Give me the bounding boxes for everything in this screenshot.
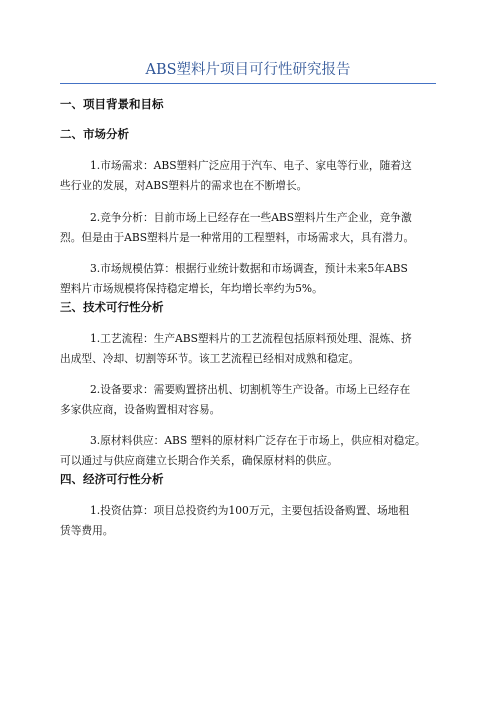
paragraph-process <box>60 329 450 369</box>
paragraph-line: 可以通过与供应商建立长期合作关系，确保原材料的供应。 <box>60 454 338 467</box>
paragraph-line: 3.原材料供应：ABS 塑料的原材料广泛存在于市场上，供应相对稳定。 <box>90 434 426 447</box>
document-title: ABS塑料片项目可行性研究报告 <box>145 62 351 78</box>
paragraph-market-size <box>60 259 450 299</box>
paragraph-line: 1.市场需求：ABS塑料广泛应用于汽车、电子、家电等行业，随着这 <box>90 159 412 172</box>
paragraph-line: 多家供应商，设备购置相对容易。 <box>60 403 221 416</box>
paragraph-competition <box>60 208 450 248</box>
paragraph-line: 2.设备要求：需要购置挤出机、切割机等生产设备。市场上已经存在 <box>90 383 411 396</box>
paragraph-line: 烈。但是由于ABS塑料片是一种常用的工程塑料，市场需求大，具有潜力。 <box>60 231 415 244</box>
title-underline <box>60 83 436 84</box>
paragraph-line: 1.投资估算：项目总投资约为100万元，主要包括设备购置、场地租 <box>90 504 410 517</box>
paragraph-line: 些行业的发展，对ABS塑料片的需求也在不断增长。 <box>60 179 308 192</box>
paragraph-line: 1.工艺流程：生产ABS塑料片的工艺流程包括原料预处理、混炼、挤 <box>90 332 412 345</box>
paragraph-line: 3.市场规模估算：根据行业统计数据和市场调查，预计未来5年ABS <box>90 262 408 275</box>
paragraph-line: 赁等费用。 <box>60 524 114 537</box>
paragraph-market-demand <box>60 156 450 196</box>
paragraph-equipment <box>60 380 450 420</box>
section-heading-background: 一、项目背景和目标 <box>60 97 164 111</box>
paragraph-raw-materials <box>60 431 450 471</box>
paragraph-line: 出成型、冷却、切割等环节。该工艺流程已经相对成熟和稳定。 <box>60 352 360 365</box>
section-heading-market: 二、市场分析 <box>60 127 129 141</box>
paragraph-investment <box>60 501 450 541</box>
section-heading-technical: 三、技术可行性分析 <box>60 300 164 314</box>
paragraph-line: 2.竞争分析：目前市场上已经存在一些ABS塑料片生产企业，竞争激 <box>90 211 412 224</box>
paragraph-line: 塑料片市场规模将保持稳定增长，年均增长率约为5%。 <box>60 282 323 295</box>
section-heading-economic: 四、经济可行性分析 <box>60 472 164 486</box>
